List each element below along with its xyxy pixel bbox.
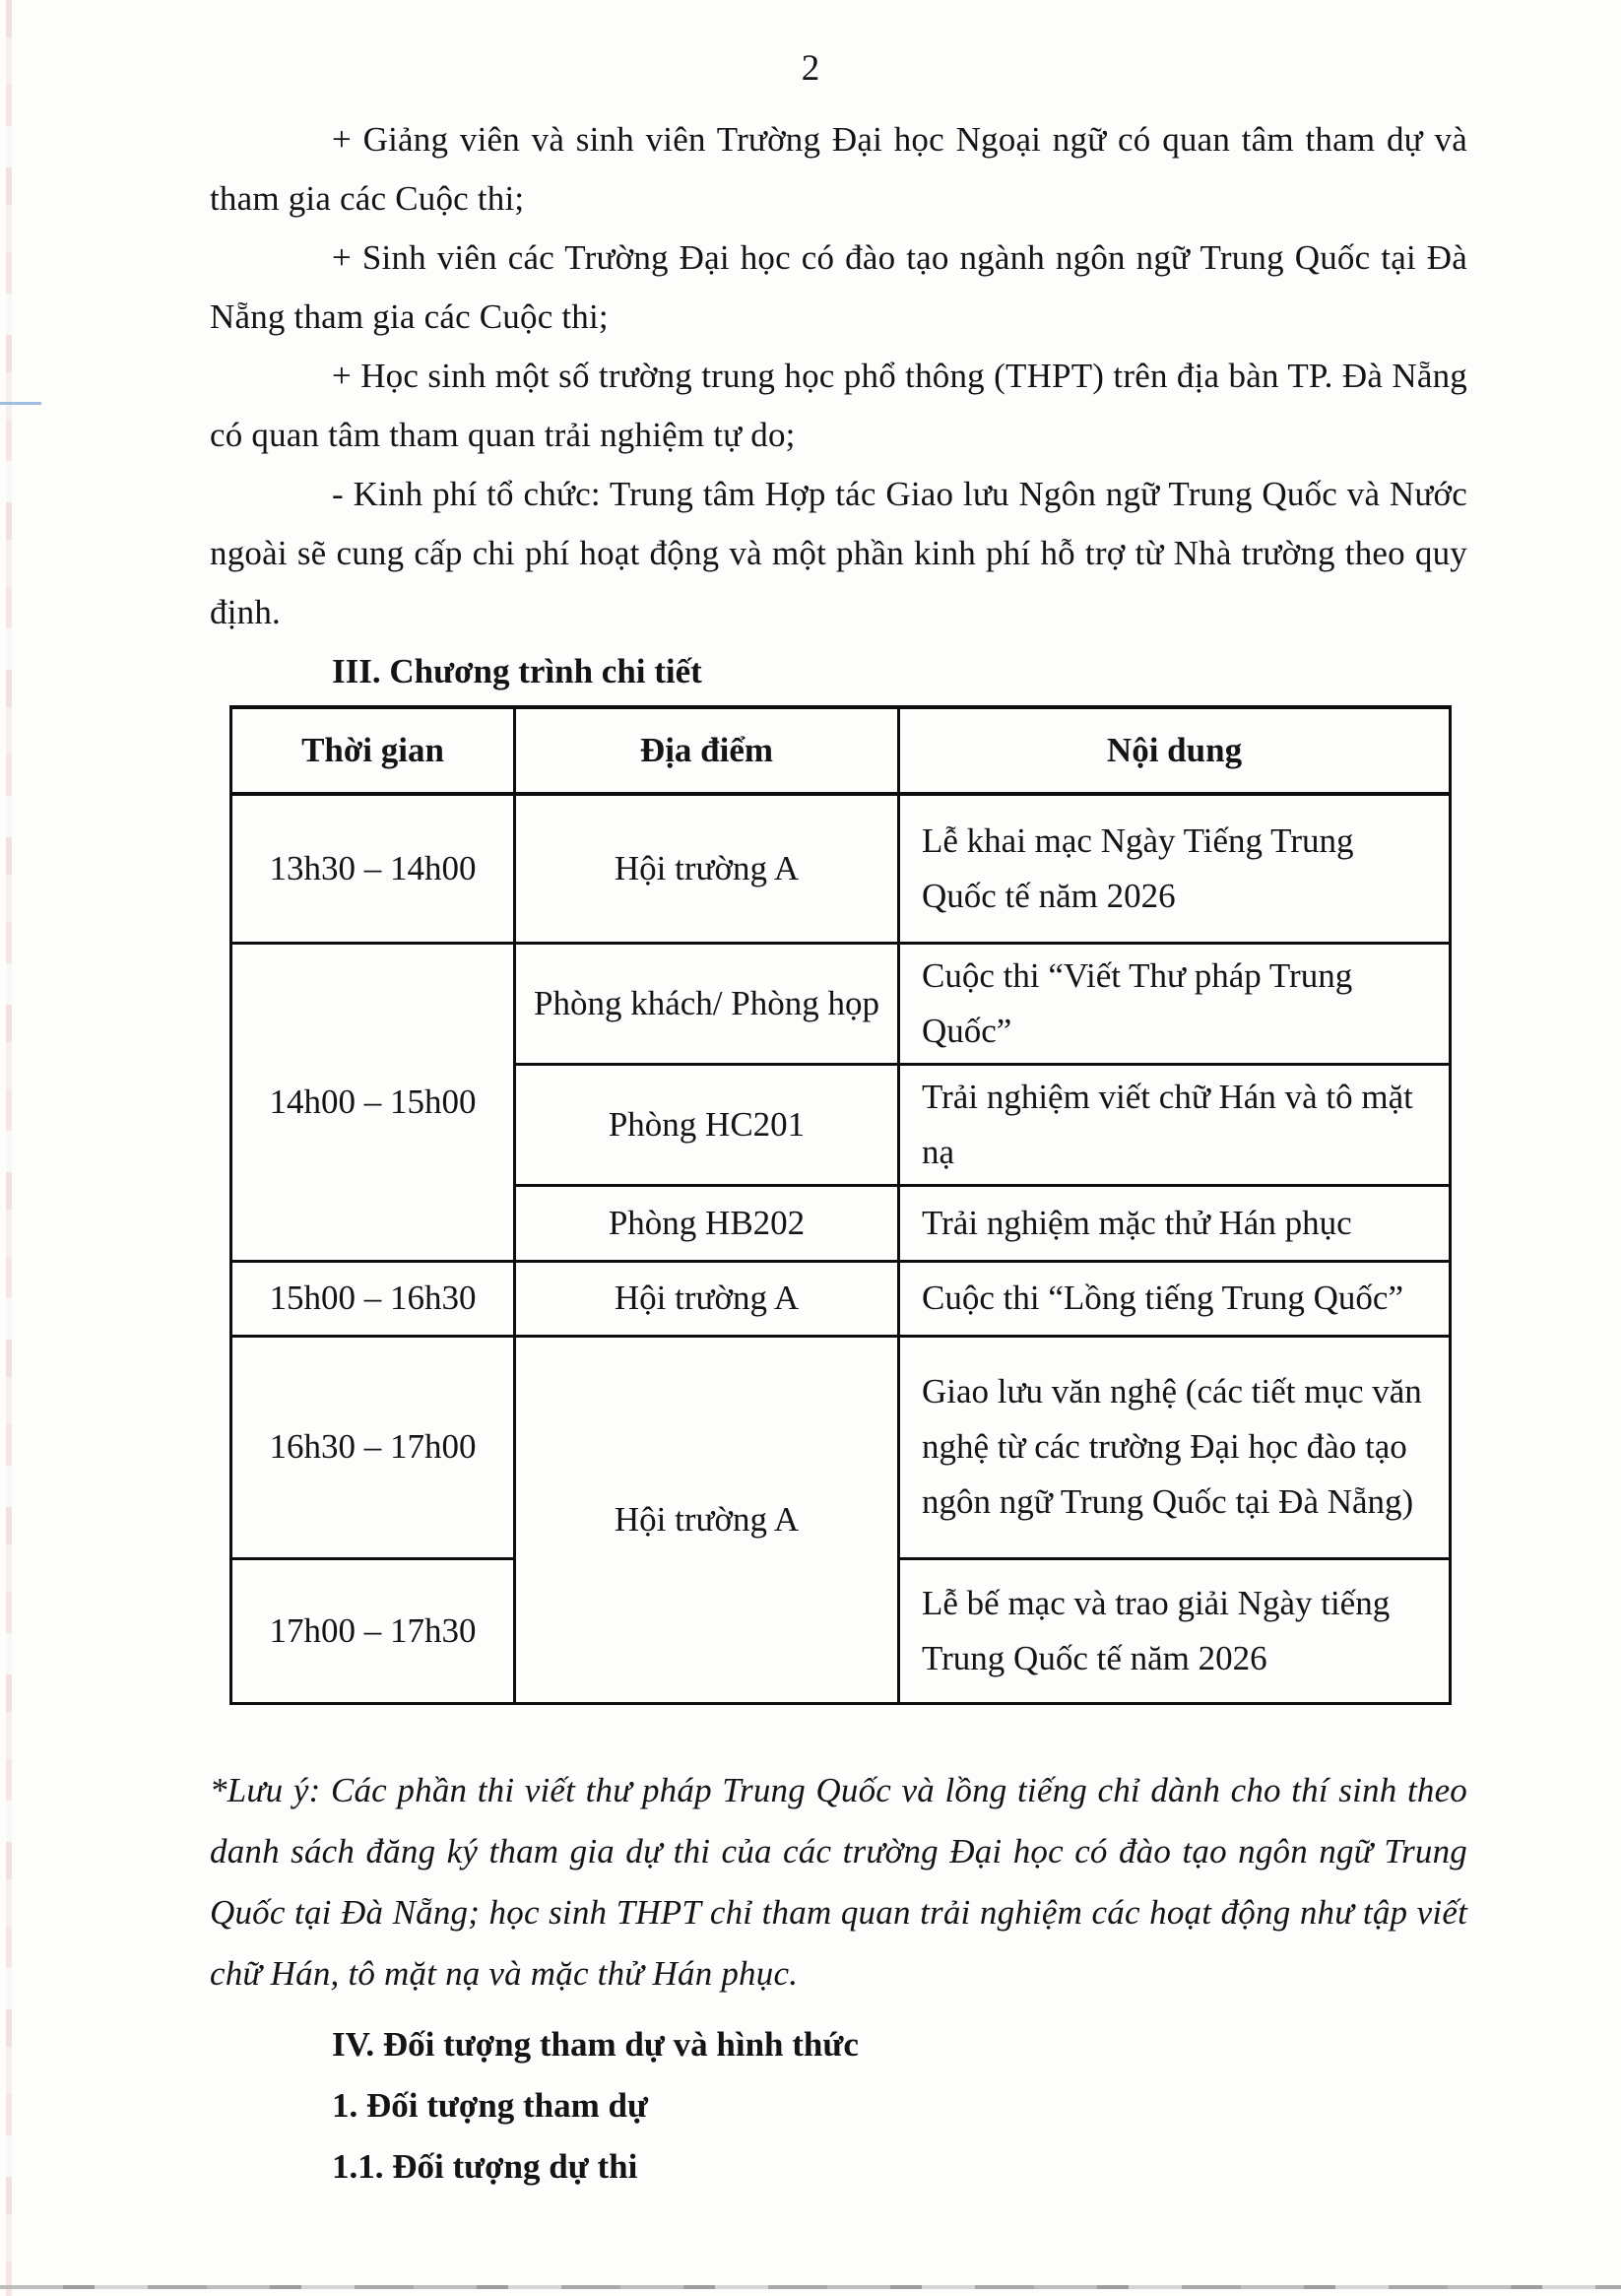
header-content: Nội dung (899, 707, 1451, 794)
header-place: Địa điểm (515, 707, 899, 794)
cell-content: Lễ khai mạc Ngày Tiếng Trung Quốc tế năm 2026 (899, 794, 1451, 943)
section-iv-sub11-heading: 1.1. Đối tượng dự thi (332, 2146, 638, 2186)
cell-place: Phòng khách/ Phòng họp (515, 943, 899, 1064)
cell-place: Hội trường A (515, 1336, 899, 1703)
cell-time: 14h00 – 15h00 (231, 943, 515, 1261)
scan-artifact-left-edge (6, 0, 12, 2296)
cell-time: 16h30 – 17h00 (231, 1336, 515, 1558)
cell-content: Trải nghiệm mặc thử Hán phục (899, 1185, 1451, 1261)
cell-content: Cuộc thi “Lồng tiếng Trung Quốc” (899, 1261, 1451, 1336)
table-header-row (231, 707, 1451, 794)
paragraph-highschool: + Học sinh một số trường trung học phổ thông (THPT) trên địa bàn TP. Đà Nẵng có quan tâm tham quan trải nghiệm tự do; (210, 357, 1467, 454)
paragraph-students: + Sinh viên các Trường Đại học có đào tạo ngành ngôn ngữ Trung Quốc tại Đà Nẵng tham gia các Cuộc thi; (210, 238, 1467, 336)
scan-artifact-blue-dash (0, 402, 41, 405)
cell-place: Phòng HB202 (515, 1185, 899, 1261)
table-row (231, 943, 1451, 1064)
paragraph-funding: - Kinh phí tổ chức: Trung tâm Hợp tác Giao lưu Ngôn ngữ Trung Quốc và Nước ngoài sẽ cung cấp chi phí hoạt động và một phần kinh phí hỗ trợ từ Nhà trường theo quy định. (210, 475, 1467, 631)
page-number: 2 (801, 48, 820, 89)
section-iv-heading: IV. Đối tượng tham dự và hình thức (332, 2024, 859, 2064)
cell-time: 15h00 – 16h30 (231, 1261, 515, 1336)
cell-content: Trải nghiệm viết chữ Hán và tô mặt nạ (899, 1064, 1451, 1185)
scan-artifact-bottom-line (0, 2285, 1621, 2289)
cell-time: 17h00 – 17h30 (231, 1558, 515, 1703)
cell-time: 13h30 – 14h00 (231, 794, 515, 943)
paragraph-lecturers: + Giảng viên và sinh viên Trường Đại học Ngoại ngữ có quan tâm tham dự và tham gia các Cuộc thi; (210, 120, 1467, 218)
table-row (231, 1261, 1451, 1336)
cell-content: Lễ bế mạc và trao giải Ngày tiếng Trung Quốc tế năm 2026 (899, 1558, 1451, 1703)
note-paragraph: *Lưu ý: Các phần thi viết thư pháp Trung Quốc và lồng tiếng chỉ dành cho thí sinh theo danh sách đăng ký tham gia dự thi của các trường Đại học có đào tạo ngôn ngữ Trung Quốc tại Đà Nẵng; học sinh THPT chỉ tham quan trải nghiệm các hoạt động như tập viết chữ Hán, tô mặt nạ và mặc thử Hán phục. (210, 1770, 1467, 1993)
cell-content: Cuộc thi “Viết Thư pháp Trung Quốc” (899, 943, 1451, 1064)
table-row (231, 1336, 1451, 1558)
cell-content: Giao lưu văn nghệ (các tiết mục văn nghệ từ các trường Đại học đào tạo ngôn ngữ Trung Quốc tại Đà Nẵng) (899, 1336, 1451, 1558)
document-body (210, 110, 1467, 2198)
cell-place: Hội trường A (515, 794, 899, 943)
section-iv-sub1-heading: 1. Đối tượng tham dự (332, 2085, 648, 2125)
table-row (231, 794, 1451, 943)
schedule-table (229, 705, 1452, 1705)
section-iii-heading: III. Chương trình chi tiết (332, 652, 702, 690)
cell-place: Phòng HC201 (515, 1064, 899, 1185)
header-time: Thời gian (231, 707, 515, 794)
cell-place: Hội trường A (515, 1261, 899, 1336)
